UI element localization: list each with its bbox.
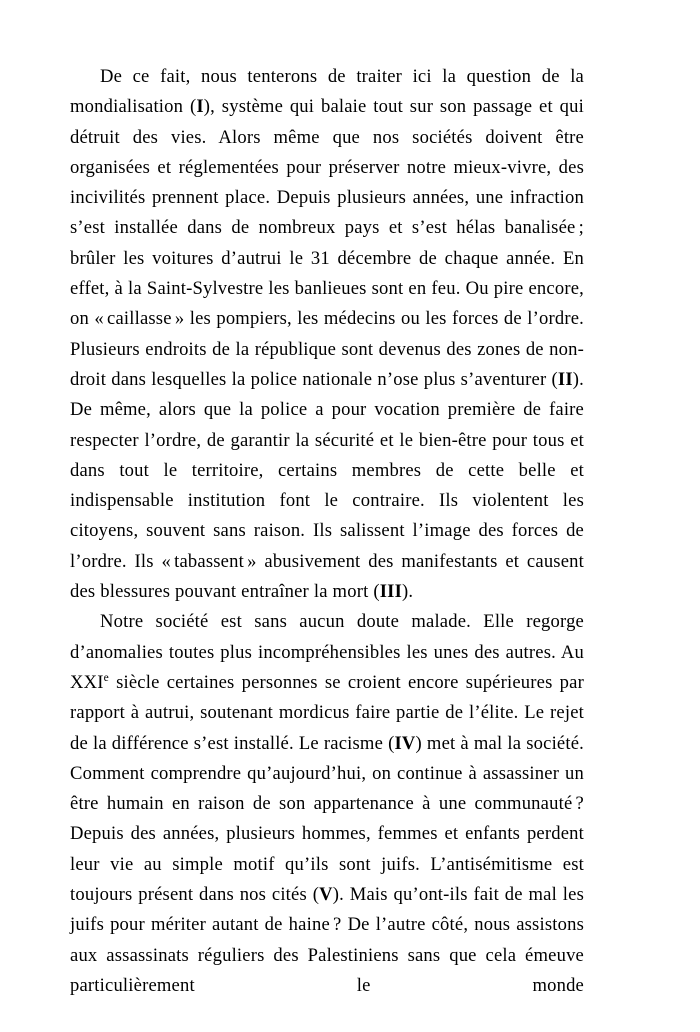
roman-numeral-marker: V	[319, 884, 333, 906]
paragraph-2: Notre société est sans aucun doute malade. Elle regorge d’anomalies toutes plus incompréhensibles les unes des autres. Au XXIe siècle certaines personnes se croient encore supérieures par rapport à autrui, soutenant mordicus faire partie de l’élite. Le rejet de la différence s’est installé. Le racisme (IV) met à mal la société. Comment comprendre qu’aujourd’hui, on continue à assassiner un être humain en raison de son appartenance à une communauté ? Depuis des années, plusieurs hommes, femmes et enfants perdent leur vie au simple motif qu’ils sont juifs. L’antisémitisme est toujours présent dans nos cités (V). Mais qu’ont-ils fait de mal les juifs pour mériter autant de haine ? De l’autre côté, nous assistons aux assassinats réguliers des Palestiniens sans que cela émeuve particulièrement le monde	[70, 611, 584, 996]
roman-numeral-marker: III	[379, 581, 403, 603]
roman-numeral-marker: II	[557, 368, 573, 390]
roman-numeral-marker: IV	[394, 732, 416, 754]
body-text-column	[70, 62, 584, 1032]
paragraph-1: De ce fait, nous tenterons de traiter ici la question de la mondialisation (I), système qui balaie tout sur son passage et qui détruit des vies. Alors même que nos sociétés doivent être organisées et réglementées pour préserver notre mieux-vivre, des incivilités prennent place. Depuis plusieurs années, une infraction s’est installée dans de nombreux pays et s’est hélas banalisée ; brûler les voitures d’autrui le 31 décembre de chaque année. En effet, à la Saint-Sylvestre les banlieues sont en feu. Ou pire encore, on « caillasse » les pompiers, les médecins ou les forces de l’ordre. Plusieurs endroits de la république sont devenus des zones de non-droit dans lesquelles la police nationale n’ose plus s’aventurer (II). De même, alors que la police a pour vocation première de faire respecter l’ordre, de garantir la sécurité et le bien-être pour tous et dans tout le territoire, certains membres de cette belle et indispensable institution font le contraire. Ils violentent les citoyens, souvent sans raison. Ils salissent l’image des forces de l’ordre. Ils « tabassent » abusivement des manifestants et causent des blessures pouvant entraîner la mort (III).	[70, 66, 584, 603]
ordinal-superscript: e	[103, 671, 109, 684]
roman-numeral-marker: I	[196, 96, 204, 118]
